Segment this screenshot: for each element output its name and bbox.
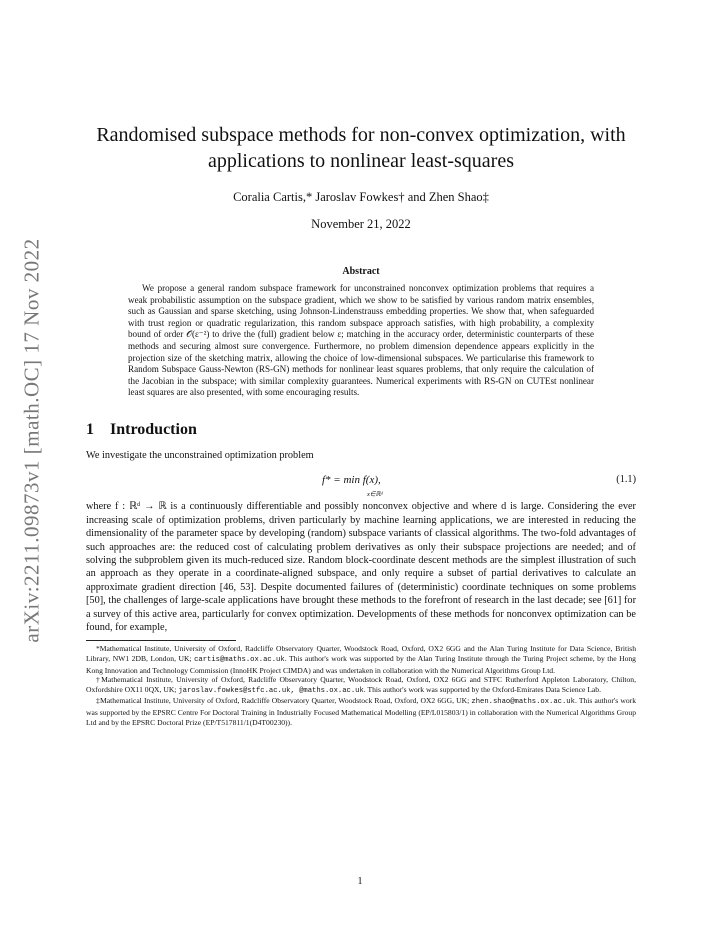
email-link[interactable]: zhen.shao@maths.ox.ac.uk [471, 698, 575, 707]
paper-authors: Coralia Cartis,* Jaroslav Fowkes† and Zhen Shao‡ [233, 190, 489, 204]
abstract-heading: Abstract [342, 266, 380, 277]
intro-paragraph-2: where f : ℝᵈ → ℝ is a continuously differentiable and possibly nonconvex objective and where d is large. Considering the ever increasing scale of optimization problems, driven particularly by machine learning applications, we are interested in reducing the dimensionality of the parameter space by developing (random) subspace variants of classical algorithms. The two-fold advantages of such approaches are: the reduced cost of calculating problem derivatives as only their subspace projections are needed; and of solving the subproblem given its much-reduced size. Random block-coordinate descent methods are the simplest illustration of such an approach as they operate in a coordinate-aligned subspace, and only require a subset of partial derivatives to calculate an approximate gradient direction [46, 53]. Despite documented failures of (deterministic) coordinate techniques on some problems [50], the challenges of large-scale applications have brought these methods to the forefront of research in the last decade; see [61] for a survey of this active area, particularly for convex optimization. Developments of these methods for nonconvex optimization can be found, for example, [86, 501, 636, 633]
section-number: 1 [86, 420, 94, 438]
email-link[interactable]: cartis@maths.ox.ac.uk [194, 656, 285, 664]
section-title: Introduction [110, 420, 197, 438]
footnotes [86, 644, 636, 727]
equation-1-1 [86, 468, 636, 500]
paper-title: Randomised subspace methods for non-convex optimization, with applications to nonlinear least-squares [96, 124, 626, 172]
footnote-1: *Mathematical Institute, University of Oxford, Radcliffe Observatory Quarter, Woodstock Road, Oxford, OX2 6GG and the Alan Turing Institute for Data Science, British Library, NW1 2DB, London, UK; cartis@maths.ox.ac.uk. This author's work was supported by the Alan Turing Institute through the Turing Project scheme, by the Hong Kong Innovation and Technology Commission (InnoHK Project CIMDA) and was undertaken in collaboration with the Numerical Algorithms Group Ltd. [86, 644, 636, 675]
section-heading [86, 421, 636, 439]
email-link[interactable]: jaroslav.fowkes@stfc.ac.uk, @maths.ox.ac.uk [178, 686, 364, 695]
equation-body: f* = min f(x), [322, 474, 381, 487]
paper-date: November 21, 2022 [311, 217, 411, 231]
equation-subscript: x∈ℝᵈ [367, 491, 383, 499]
abstract-text: We propose a general random subspace framework for unconstrained nonconvex optimization problems that requires a weak probabilistic assumption on the subspace gradient, which we show to be satisfied by various random matrix ensembles, such as Gaussian and sparse sketching, using Johnson-Lindenstrauss embedding properties. We show that, when safeguarded with trust region or quadratic regularization, this random subspace approach satisfies, with high probability, a complexity bound of order 𝒪(ε⁻²) to drive the (full) gradient below ε; matching in the accuracy order, deterministic counterparts of these methods and securing almost sure convergence. Furthermore, no problem dimension dependence appears explicitly in the projection size of the sketching matrix, allowing the choice of low-dimensional subspaces. We particularise this framework to Random Subspace Gauss-Newton (RS-GN) methods for nonlinear least squares problems, that only require the calculation of the Jacobian in the subspace; with similar complexity guarantees. Numerical experiments with RS-GN on CUTEst nonlinear least squares are also presented, with some encouraging results. [128, 283, 594, 398]
page-number: 1 [357, 876, 363, 887]
arxiv-identifier: arXiv:2211.09873v1 [math.OC] 17 Nov 2022 [19, 237, 44, 643]
footnote-2: †Mathematical Institute, University of Oxford, Radcliffe Observatory Quarter, Woodstock Road, Oxford, OX2 6GG and STFC Rutherford Appleton Laboratory, Chilton, Oxfordshire OX11 0QX, UK; jaroslav.fowkes@stfc.ac.uk, @maths.ox.ac.uk. This author's work was supported by the Oxford-Emirates Data Science Lab. [86, 675, 636, 695]
paper-page [86, 122, 636, 727]
intro-paragraph-1: We investigate the unconstrained optimization problem [86, 449, 314, 461]
equation-number: (1.1) [616, 474, 636, 486]
arxiv-sidebar [10, 160, 54, 720]
footnote-rule [86, 640, 236, 641]
footnote-3: ‡Mathematical Institute, University of Oxford, Radcliffe Observatory Quarter, Woodstock Road, Oxford, OX2 6GG, UK; zhen.shao@maths.ox.ac.uk. This author's work was supported by the EPSRC Centre For Doctoral Training in Industrially Focused Mathematical Modelling (EP/L015803/1) in collaboration with the Numerical Algorithms Group Ltd and by the EPSRC Doctoral Prize (EP/T517811/1(D4T00230)). [86, 696, 636, 727]
